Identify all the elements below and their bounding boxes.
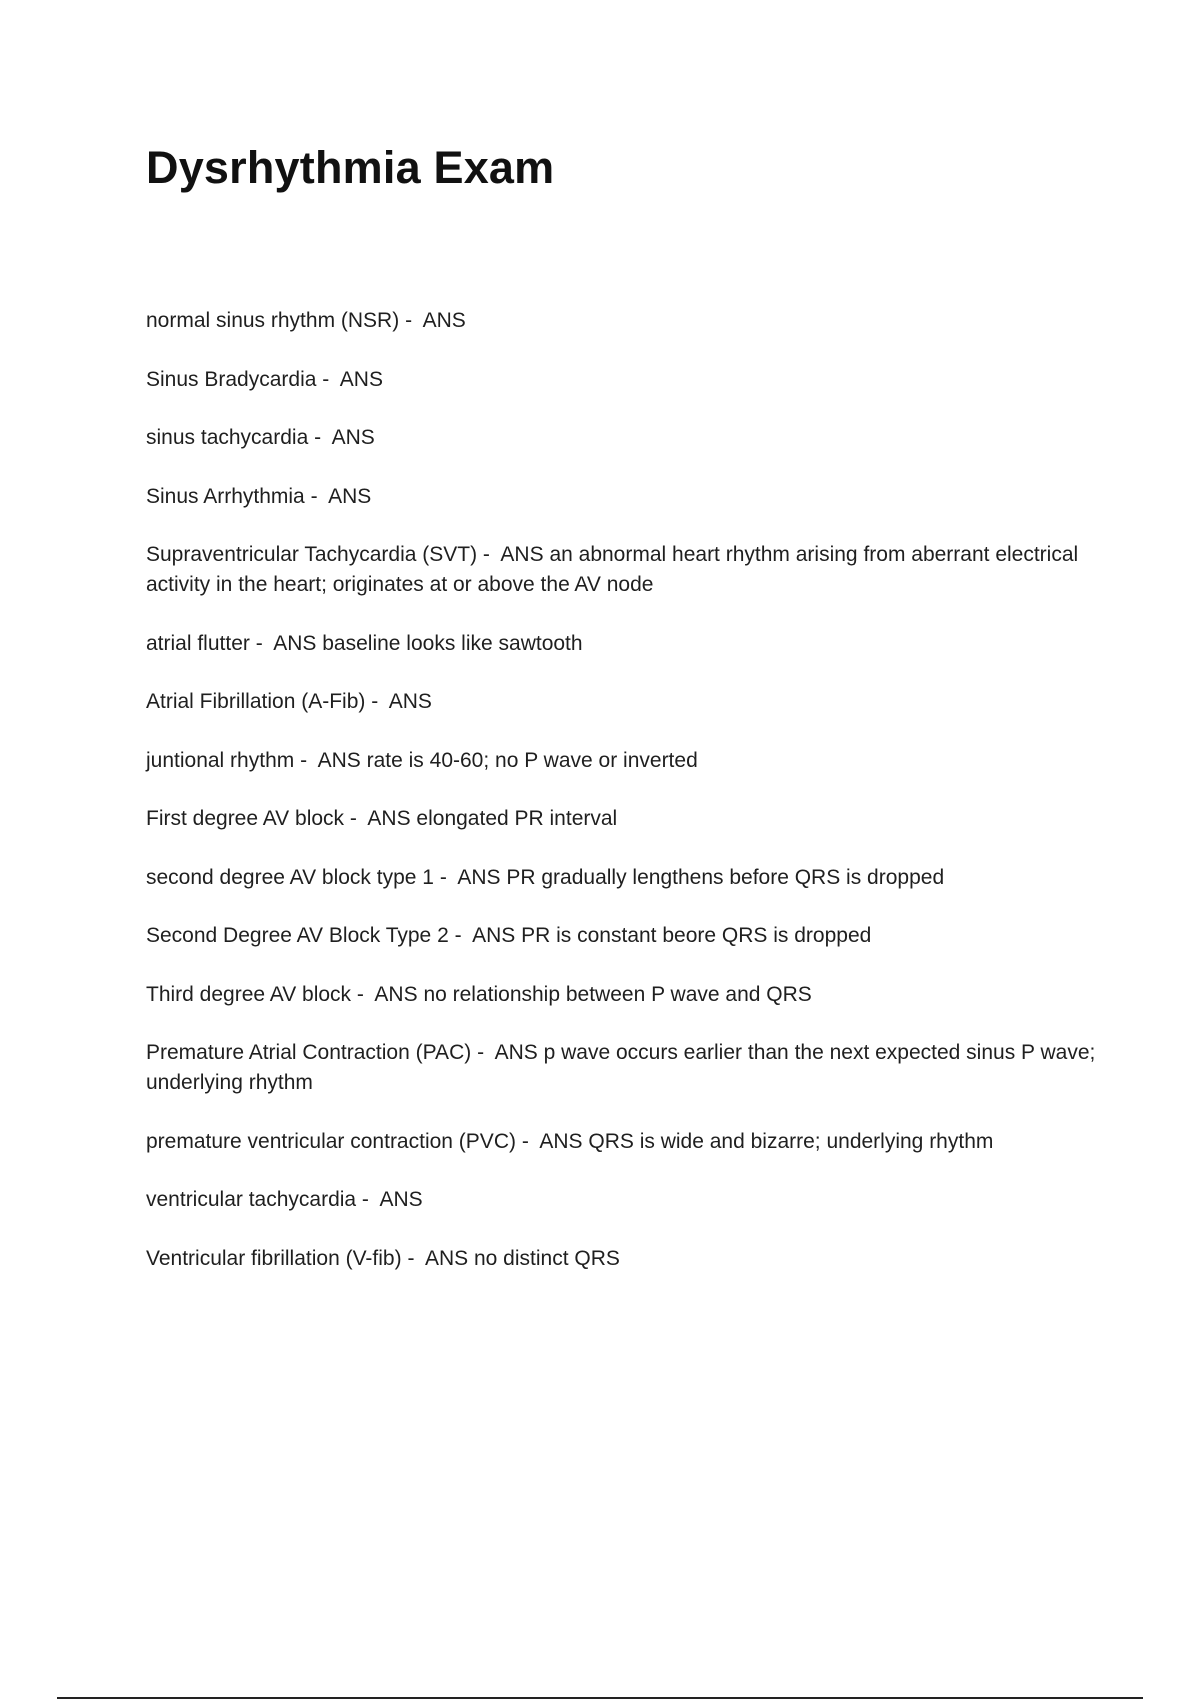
answer-text: QRS is wide and bizarre; underlying rhythm xyxy=(588,1129,994,1153)
list-item: sinus tachycardia - ANS xyxy=(146,426,375,449)
list-item: premature ventricular contraction (PVC) - ANS QRS is wide and bizarre; underlying rhythm xyxy=(146,1129,994,1153)
question-text: juntional rhythm xyxy=(146,748,295,772)
answer-marker: ANS xyxy=(331,426,375,449)
question-text: premature ventricular contraction (PVC) xyxy=(146,1129,516,1153)
question-text: normal sinus rhythm (NSR) xyxy=(146,309,400,332)
answer-marker: ANS xyxy=(339,367,383,391)
page-title: Dysrhythmia Exam xyxy=(146,142,555,193)
question-text: Third degree AV block xyxy=(146,982,352,1006)
question-text: First degree AV block xyxy=(146,807,345,830)
answer-marker: ANS xyxy=(367,807,411,830)
question-text: Supraventricular Tachycardia (SVT) xyxy=(146,543,478,566)
question-list xyxy=(146,306,1096,1302)
question-text: atrial flutter xyxy=(146,631,250,655)
list-item: Sinus Bradycardia - ANS xyxy=(146,367,383,391)
list-item: Ventricular fibrillation (V-fib) - ANS no distinct QRS xyxy=(146,1246,620,1270)
question-text: Premature Atrial Contraction (PAC) xyxy=(146,1041,472,1064)
answer-text: p wave occurs earlier than the next expected sinus P wave; underlying rhythm xyxy=(146,1041,1096,1094)
answer-text: an abnormal heart rhythm arising from aberrant electrical activity in the heart; originates at or above the AV node xyxy=(146,543,1079,596)
list-item: Third degree AV block - ANS no relationship between P wave and QRS xyxy=(146,982,812,1006)
answer-marker: ANS xyxy=(422,309,466,332)
answer-marker: ANS xyxy=(379,1188,423,1211)
list-item: ventricular tachycardia - ANS xyxy=(146,1188,423,1211)
question-text: ventricular tachycardia xyxy=(146,1188,357,1211)
answer-text: no relationship between P wave and QRS xyxy=(423,982,812,1006)
list-item: Atrial Fibrillation (A-Fib) - ANS xyxy=(146,690,432,713)
list-item: juntional rhythm - ANS rate is 40-60; no P wave or inverted xyxy=(146,748,698,772)
answer-marker: ANS xyxy=(494,1041,538,1064)
answer-marker: ANS xyxy=(457,865,501,889)
list-item: normal sinus rhythm (NSR) - ANS xyxy=(146,309,466,332)
question-text: Second Degree AV Block Type 2 xyxy=(146,924,449,947)
list-item: second degree AV block type 1 - ANS PR gradually lengthens before QRS is dropped xyxy=(146,865,945,889)
list-item: Supraventricular Tachycardia (SVT) - ANS an abnormal heart rhythm arising from aberrant electrical activity in the heart; originates at or above the AV node xyxy=(146,543,1079,596)
answer-marker: ANS xyxy=(424,1246,469,1270)
answer-text: PR is constant beore QRS is dropped xyxy=(521,924,872,947)
answer-marker: ANS xyxy=(317,748,361,772)
answer-text: rate is 40-60; no P wave or inverted xyxy=(366,748,698,772)
answer-marker: ANS xyxy=(374,982,418,1006)
footer-divider xyxy=(57,1697,1143,1699)
question-text: Atrial Fibrillation (A-Fib) xyxy=(146,690,366,713)
answer-marker: ANS xyxy=(328,484,372,508)
question-text: second degree AV block type 1 xyxy=(146,865,434,889)
question-text: Ventricular fibrillation (V-fib) xyxy=(146,1246,402,1270)
list-item: Sinus Arrhythmia - ANS xyxy=(146,484,372,508)
answer-marker: ANS xyxy=(472,924,516,947)
question-text: Sinus Arrhythmia xyxy=(146,484,305,508)
list-item: Second Degree AV Block Type 2 - ANS PR is constant beore QRS is dropped xyxy=(146,924,872,947)
list-item: atrial flutter - ANS baseline looks like sawtooth xyxy=(146,631,583,655)
list-item: Premature Atrial Contraction (PAC) - ANS p wave occurs earlier than the next expected sinus P wave; underlying rhythm xyxy=(146,1041,1096,1094)
answer-marker: ANS xyxy=(539,1129,583,1153)
list-item: First degree AV block - ANS elongated PR interval xyxy=(146,807,618,830)
question-text: sinus tachycardia xyxy=(146,426,309,449)
answer-marker: ANS xyxy=(500,543,544,566)
answer-text: baseline looks like sawtooth xyxy=(322,631,583,655)
answer-text: elongated PR interval xyxy=(416,807,618,830)
answer-marker: ANS xyxy=(273,631,317,655)
question-text: Sinus Bradycardia xyxy=(146,367,317,391)
answer-marker: ANS xyxy=(388,690,432,713)
answer-text: PR gradually lengthens before QRS is dropped xyxy=(506,865,945,889)
answer-text: no distinct QRS xyxy=(473,1246,620,1270)
